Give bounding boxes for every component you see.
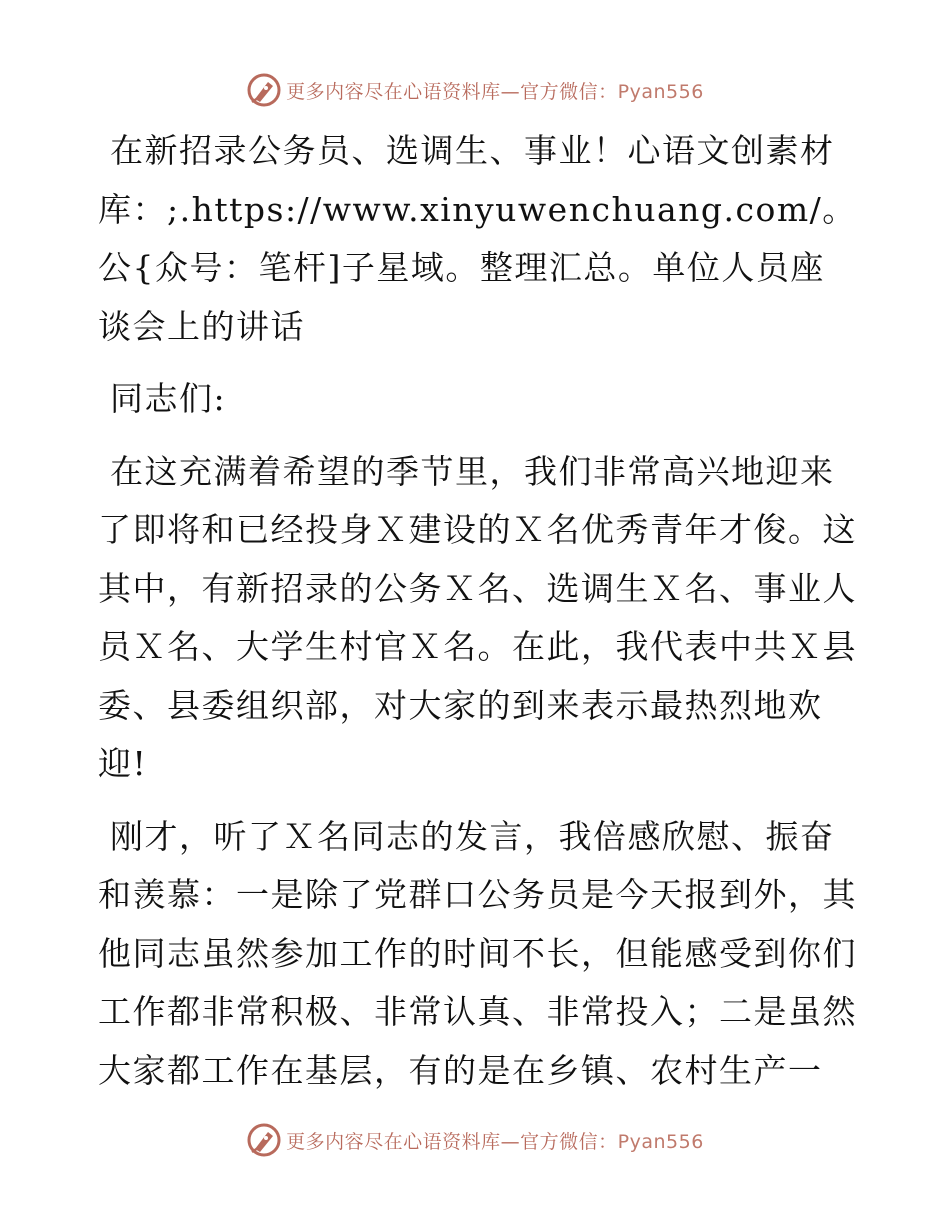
- footer-watermark-banner: [0, 1120, 950, 1160]
- document-body: [98, 122, 858, 1114]
- document-title-paragraph: 在新招录公务员、选调生、事业！心语文创素材库：;.https://www.xinyuwenchuang.com/。公{众号：笔杆]子星域。整理汇总。单位人员座谈会上的讲话: [98, 131, 857, 346]
- watermark-label: 更多内容尽在心语资料库—官方微信：: [286, 80, 618, 103]
- header-watermark-banner: [0, 70, 950, 110]
- pen-nib-logo-icon: [246, 72, 282, 108]
- footer-watermark-text: [286, 1127, 704, 1154]
- body-paragraph: 在这充满着希望的季节里，我们非常高兴地迎来了即将和已经投身Ｘ建设的Ｘ名优秀青年才俊。这其中，有新招录的公务Ｘ名、选调生Ｘ名、事业人员Ｘ名、大学生村官Ｘ名。在此，我代表中共Ｘ县委、县委组织部，对大家的到来表示最热烈地欢迎!: [98, 451, 857, 783]
- body-paragraph: 刚才，听了Ｘ名同志的发言，我倍感欣慰、振奋和羡慕：一是除了党群口公务员是今天报到外，其他同志虽然参加工作的时间不长，但能感受到你们工作都非常积极、非常认真、非常投入；二是虽然大家都工作在基层，有的是在乡镇、农村生产一: [98, 816, 857, 1090]
- watermark-wechat-handle: Pyan556: [617, 80, 704, 103]
- salutation-paragraph: 同志们:: [110, 379, 227, 418]
- watermark-wechat-handle: Pyan556: [617, 1130, 704, 1153]
- pen-nib-logo-icon: [246, 1122, 282, 1158]
- watermark-label: 更多内容尽在心语资料库—官方微信：: [286, 1130, 618, 1153]
- header-watermark-text: [286, 77, 704, 104]
